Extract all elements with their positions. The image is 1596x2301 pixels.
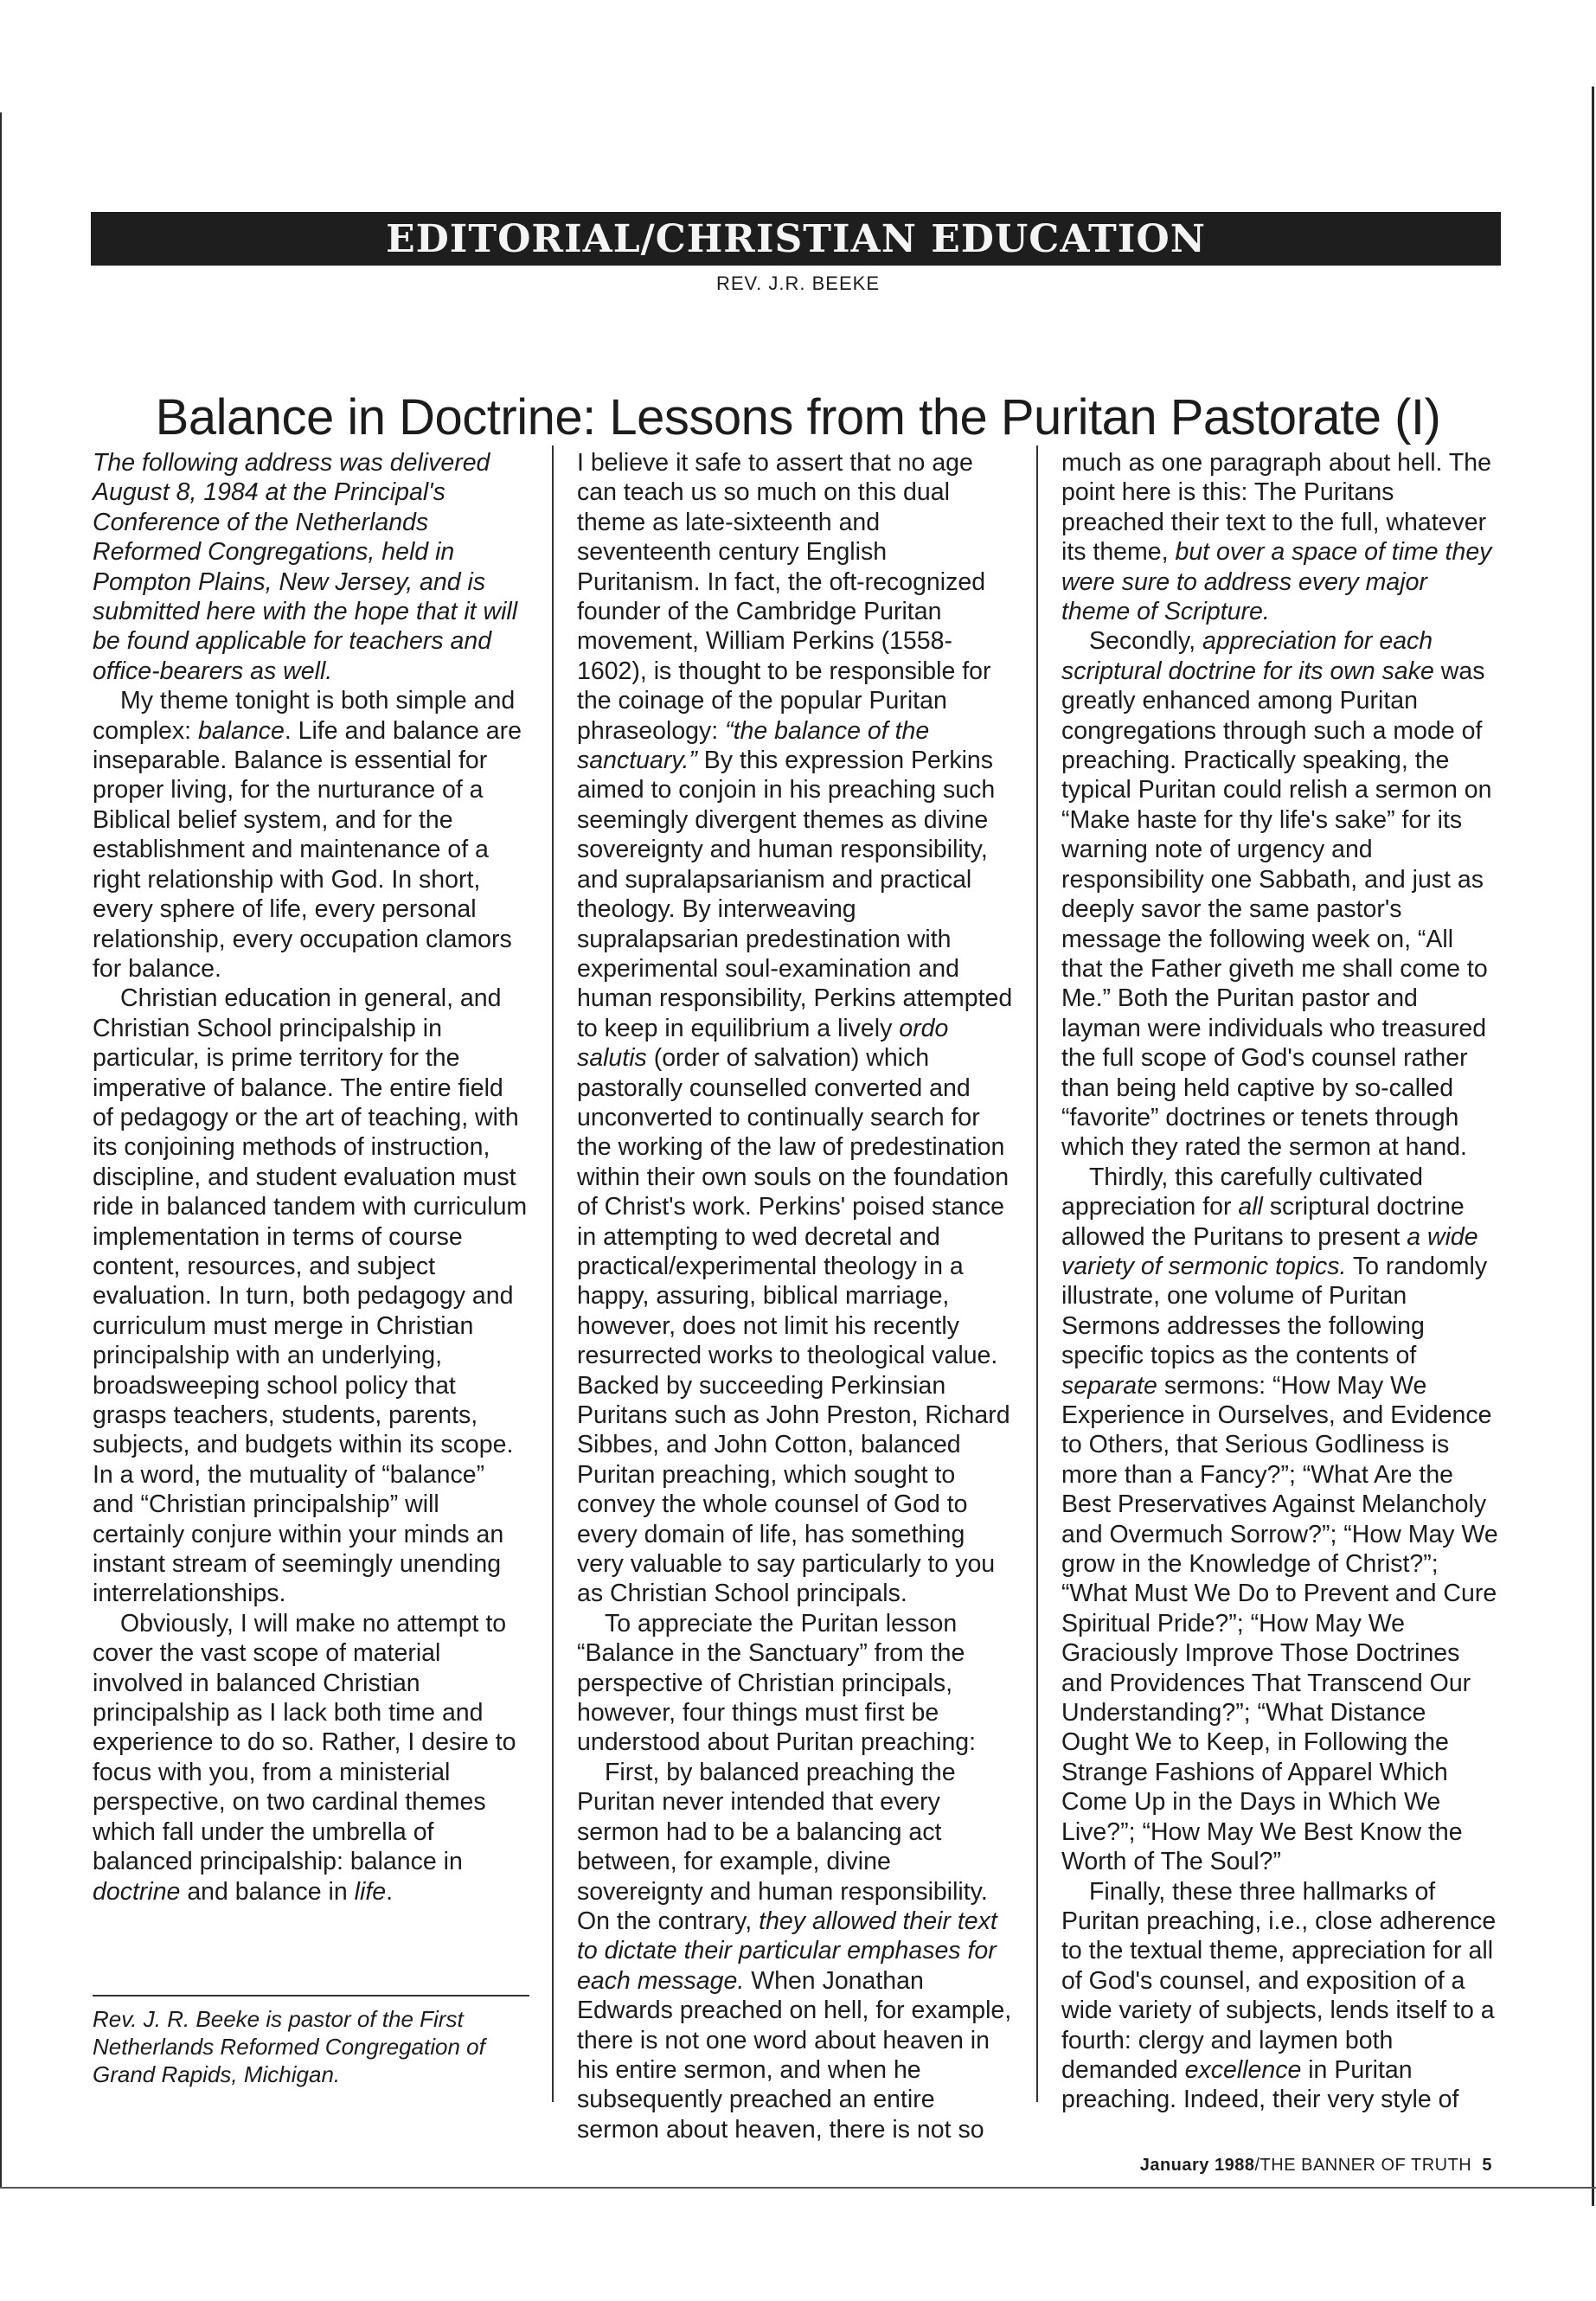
paragraph: Christian education in general, and Christian School principalship in particular, is prime territory for the imperative of balance. The entire field of pedagogy or the art of teaching, with its conjoining methods of instruction, discipline, and student evaluation must ride in balanced tandem with curriculum implementation in terms of course content, resources, and subject evaluation. In turn, both pedagogy and curriculum must merge in Christian principalship with an underlying, broadsweeping school policy that grasps teachers, students, parents, subjects, and budgets within its scope. In a word, the mutuality of “balance” and “Christian principalship” will certainly conjure within your minds an instant stream of seemingly unending interrelationships. — [93, 984, 528, 1608]
column-divider-2 — [1036, 445, 1038, 2102]
footnote-rule — [93, 1995, 529, 1997]
paragraph: I believe it safe to assert that no age can teach us so much on this dual theme as late-sixteenth and seventeenth century English Puritanism. In fact, the oft-recognized founder of the Cambridge Puritan movement, William Perkins (1558-1602), is thought to be responsible for the coinage of the popular Puritan phraseology: “the balance of the sanctuary.” By this expression Perkins aimed to conjoin in his preaching such seemingly divergent themes as divine sovereignty and human responsibility, and supralapsarianism and practical theology. By interweaving supralapsarian predestination with experimental soul-examination and human responsibility, Perkins attempted to keep in equilibrium a lively ordo salutis (order of salvation) which pastorally counselled converted and unconverted to continually search for the working of the law of predestination within their own souls on the foundation of Christ's work. Perkins' poised stance in attempting to wed decretal and practical/experimental theology in a happy, assuring, biblical marriage, however, does not limit his recently resurrected works to theological value. Backed by succeeding Perkinsian Puritans such as John Preston, Richard Sibbes, and John Cotton, balanced Puritan preaching, which sought to convey the whole counsel of God to every domain of life, has something very valuable to say particularly to you as Christian School principals. — [577, 449, 1013, 1608]
issue-date: January 1988 — [1139, 2156, 1255, 2175]
paragraph: First, by balanced preaching the Puritan never intended that every sermon had to be a balancing act between, for example, divine sovereignty and human responsibility. On the contrary, they allowed their text to dictate their particular emphases for each message. When Jonathan Edwards preached on hell, for example, there is not one word about heaven in his entire sermon, and when he subsequently preached an entire sermon about heaven, there is not so — [577, 1758, 1012, 2144]
paragraph: My theme tonight is both simple and complex: balance. Life and balance are inseparable. Balance is essential for proper living, for the nurturance of a Biblical belief system, and for the establishment and maintenance of a right relationship with God. In short, every sphere of life, every personal relationship, every occupation clamors for balance. — [93, 687, 522, 983]
paragraph: Obviously, I will make no attempt to cover the vast scope of material involved in balanced Christian principalship as I lack both time and experience to do so. Rather, I desire to focus with you, from a ministerial perspective, on two cardinal themes which fall under the umbrella of balanced principalship: balance in doctrine and balance in life. — [93, 1609, 516, 1906]
page-number: 5 — [1482, 2156, 1492, 2175]
intro-note: The following address was delivered August 8, 1984 at the Principal's Conference of the Netherlands Reformed Congregations, held in Pompton Plains, New Jersey, and is submitted here with the hope that it will be found applicable for teachers and office-bearers as well. — [93, 449, 518, 685]
paragraph: Finally, these three hallmarks of Puritan preaching, i.e., close adherence to the textual theme, appreciation for all of God's counsel, and exposition of a wide variety of subjects, lends itself to a fourth: clergy and laymen both demanded excellence in Puritan preaching. Indeed, their very style of — [1061, 1877, 1497, 2114]
page-footer — [1140, 2156, 1492, 2176]
column-divider-1 — [552, 445, 554, 2102]
column-1 — [93, 448, 529, 1907]
paragraph: Thirdly, this carefully cultivated appreciation for all scriptural doctrine allowed the Puritans to present a wide variety of sermonic topics. To randomly illustrate, one volume of Puritan Sermons addresses the following specific topics as the contents of separate sermons: “How May We Experience in Ourselves, and Evidence to Others, that Serious Godliness is more than a Fancy?”; “What Are the Best Preservatives Against Melancholy and Overmuch Sorrow?”; “How May We grow in the Knowledge of Christ?”; “What Must We Do to Prevent and Cure Spiritual Pride?”; “How May We Graciously Improve Those Doctrines and Providences That Transcend Our Understanding?”; “What Distance Ought We to Keep, in Following the Strange Fashions of Apparel Which Come Up in the Days in Which We Live?”; “How May We Best Know the Worth of The Soul?” — [1061, 1163, 1498, 1876]
author-byline: REV. J.R. BEEKE — [715, 272, 881, 294]
publication-name: /THE BANNER OF TRUTH — [1254, 2156, 1472, 2175]
column-2 — [577, 448, 1014, 2144]
section-banner: EDITORIAL/CHRISTIAN EDUCATION — [91, 212, 1501, 266]
column-3 — [1061, 448, 1498, 2115]
paragraph: Secondly, appreciation for each scriptural doctrine for its own sake was greatly enhanced among Puritan congregations through such a mode of preaching. Practically speaking, the typical Puritan could relish a sermon on “Make haste for thy life's sake” for its warning note of urgency and responsibility one Sabbath, and just as deeply savor the same pastor's message the following week on, “All that the Father giveth me shall come to Me.” Both the Puritan pastor and layman were individuals who treasured the full scope of God's counsel rather than being held captive by so-called “favorite” doctrines or tenets through which they rated the sermon at hand. — [1061, 627, 1492, 1162]
bottom-scan-edge — [0, 2187, 1596, 2189]
paragraph: To appreciate the Puritan lesson “Balance in the Sanctuary” from the perspective of Christian principals, however, four things must first be understood about Puritan preaching: — [577, 1609, 977, 1757]
paragraph: much as one paragraph about hell. The point here is this: The Puritans preached their text to the full, whatever its theme, but over a space of time they were sure to address every major theme of Scripture. — [1061, 449, 1492, 626]
article-title: Balance in Doctrine: Lessons from the Puritan Pastorate (I) — [155, 388, 1441, 445]
author-footnote: Rev. J. R. Beeke is pastor of the First Netherlands Reformed Congregation of Grand Rapids, Michigan. — [93, 2006, 485, 2087]
